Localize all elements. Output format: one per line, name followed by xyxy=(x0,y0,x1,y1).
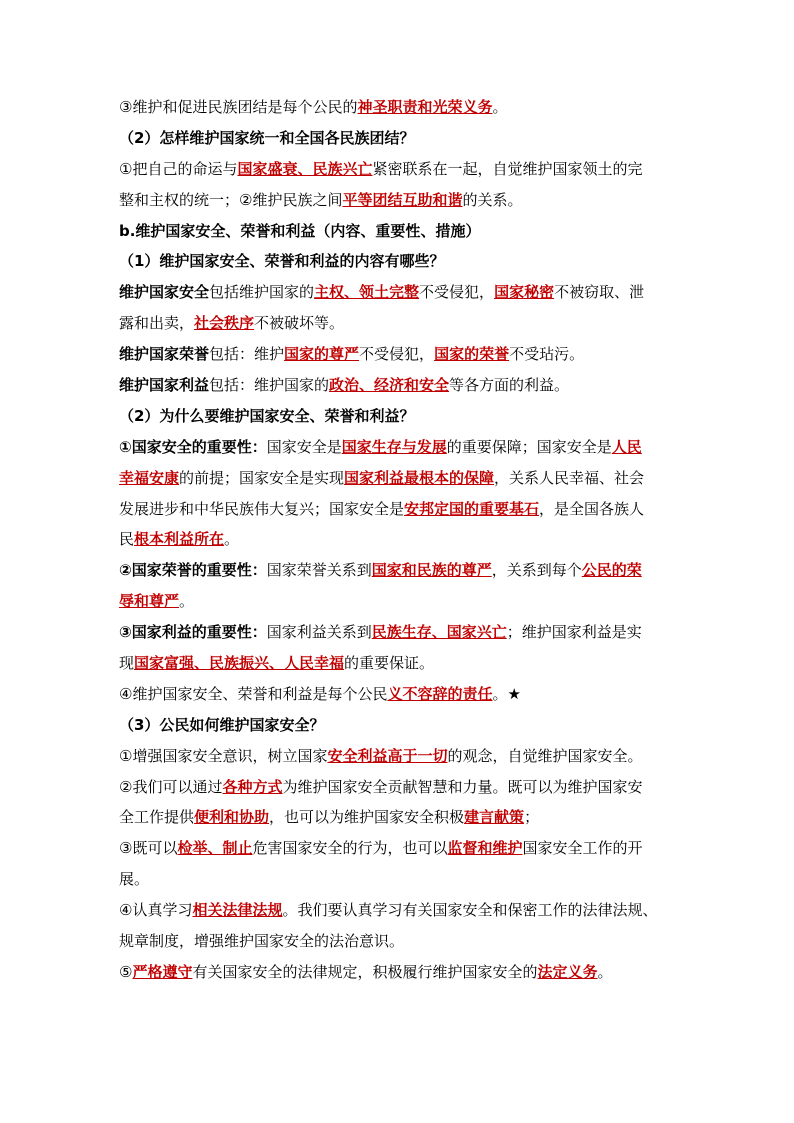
body-text: 有关国家安全的法律规定，积极履行维护国家安全的 xyxy=(192,962,538,981)
bold-heading-text: ②国家荣誉的重要性： xyxy=(119,561,267,580)
text-line xyxy=(119,123,679,154)
body-text: 国家安全是 xyxy=(266,437,342,456)
key-phrase: 便利和协助 xyxy=(194,808,270,827)
text-line xyxy=(119,895,679,926)
key-phrase: 根本利益所在 xyxy=(134,530,225,549)
body-text: 国家利益关系到 xyxy=(266,623,372,642)
text-line xyxy=(119,555,679,586)
body-text: 展。 xyxy=(119,870,150,889)
body-text: ①把自己的命运与 xyxy=(119,159,238,178)
text-line xyxy=(119,741,679,772)
text-line xyxy=(119,432,679,463)
key-phrase: 国家盛衰、民族兴亡 xyxy=(237,159,373,178)
body-text: 规章制度，增强维护国家安全的法治意识。 xyxy=(119,932,405,951)
text-line xyxy=(119,92,679,123)
body-text: 发展进步和中华民族伟大复兴；国家安全是 xyxy=(119,499,405,518)
body-text: 不被窃取、泄 xyxy=(554,283,645,302)
body-text: 。 xyxy=(492,684,508,703)
body-text: ④认真学习 xyxy=(119,901,193,920)
text-line xyxy=(119,710,679,741)
key-phrase: 检举、制止 xyxy=(177,839,253,858)
body-text: ⑤ xyxy=(119,962,133,981)
body-text: 整和主权的统一；②维护民族之间 xyxy=(119,190,343,209)
key-phrase: 国家秘密 xyxy=(494,283,555,302)
key-phrase: 人民 xyxy=(611,437,642,456)
text-line xyxy=(119,926,679,957)
text-line xyxy=(119,308,679,339)
text-line xyxy=(119,648,679,679)
key-phrase: 国家和民族的尊严 xyxy=(371,561,492,580)
body-text: 不受侵犯， xyxy=(419,283,495,302)
body-text: ，也可以为维护国家安全积极 xyxy=(269,808,465,827)
key-phrase: 建言献策 xyxy=(464,808,525,827)
text-line xyxy=(119,494,679,525)
key-phrase: 政治、经济和安全 xyxy=(329,376,450,395)
body-text: 的关系。 xyxy=(462,190,523,209)
bold-heading-text: 维护国家安全 xyxy=(119,283,210,302)
body-text: 危害国家安全的行为，也可以 xyxy=(252,839,448,858)
text-line xyxy=(119,833,679,864)
text-line xyxy=(119,154,679,185)
bold-heading-text: b.维护国家安全、荣誉和利益（内容、重要性、措施） xyxy=(119,221,481,240)
body-text: 露和出卖， xyxy=(119,314,195,333)
body-text: ，关系到每个 xyxy=(491,561,582,580)
body-text: 。 xyxy=(597,962,613,981)
text-line xyxy=(119,864,679,895)
key-phrase: 国家生存与发展 xyxy=(341,437,447,456)
text-line xyxy=(119,463,679,494)
key-phrase: 国家富强、民族振兴、人民幸福 xyxy=(134,654,345,673)
text-line xyxy=(119,617,679,648)
body-text: 的前提；国家安全是实现 xyxy=(179,468,345,487)
body-text: 的重要保证。 xyxy=(344,654,435,673)
document-body xyxy=(119,92,679,988)
body-text: 的重要保障；国家安全是 xyxy=(446,437,612,456)
bold-heading-text: （3）公民如何维护国家安全？ xyxy=(119,715,325,734)
body-text: 不受侵犯， xyxy=(359,345,435,364)
text-line xyxy=(119,957,679,988)
body-text: 国家荣誉关系到 xyxy=(266,561,372,580)
body-text: ，关系人民幸福、社会 xyxy=(494,468,645,487)
body-text: ④维护国家安全、荣誉和利益是每个公民 xyxy=(119,684,388,703)
text-line xyxy=(119,185,679,216)
star-icon: ★ xyxy=(507,684,521,703)
body-text: 。我们要认真学习有关国家安全和保密工作的法律法规、 xyxy=(282,901,658,920)
text-line xyxy=(119,370,679,401)
text-line xyxy=(119,277,679,308)
bold-heading-text: ①国家安全的重要性： xyxy=(119,437,267,456)
text-line xyxy=(119,524,679,555)
key-phrase: 监督和维护 xyxy=(447,839,523,858)
key-phrase: 主权、领土完整 xyxy=(314,283,420,302)
key-phrase: 幸福安康 xyxy=(119,468,180,487)
body-text: 的观念，自觉维护国家安全。 xyxy=(447,746,643,765)
body-text: ，是全国各族人 xyxy=(539,499,645,518)
body-text: 包括维护国家的 xyxy=(209,283,315,302)
body-text: ②我们可以通过 xyxy=(119,777,223,796)
body-text: 等各方面的利益。 xyxy=(449,376,570,395)
body-text: 现 xyxy=(119,654,135,673)
text-line xyxy=(119,772,679,803)
body-text: 不受玷污。 xyxy=(509,345,585,364)
body-text: ③既可以 xyxy=(119,839,178,858)
bold-heading-text: （2）怎样维护国家统一和全国各民族团结？ xyxy=(119,128,415,147)
body-text: 包括：维护国家的 xyxy=(209,376,330,395)
key-phrase: 各种方式 xyxy=(222,777,283,796)
key-phrase: 安全利益高于一切 xyxy=(327,746,448,765)
body-text: ①增强国家安全意识，树立国家 xyxy=(119,746,328,765)
body-text: 全工作提供 xyxy=(119,808,195,827)
key-phrase: 义不容辞的责任 xyxy=(387,684,493,703)
key-phrase: 国家的荣誉 xyxy=(434,345,510,364)
text-line xyxy=(119,586,679,617)
key-phrase: 公民的荣 xyxy=(581,561,642,580)
body-text: 。 xyxy=(224,530,240,549)
key-phrase: 平等团结互助和谐 xyxy=(342,190,463,209)
body-text: ； xyxy=(524,808,540,827)
body-text: 民 xyxy=(119,530,135,549)
text-line xyxy=(119,216,679,247)
text-line xyxy=(119,401,679,432)
key-phrase: 神圣职责和光荣义务 xyxy=(357,98,493,116)
body-text: 紧密联系在一起，自觉维护国家领土的完 xyxy=(372,159,643,178)
body-text: 包括：维护 xyxy=(209,345,285,364)
text-line xyxy=(119,802,679,833)
bold-heading-text: （1）维护国家安全、荣誉和利益的内容有哪些？ xyxy=(119,252,445,271)
bold-heading-text: （2）为什么要维护国家安全、荣誉和利益？ xyxy=(119,406,415,425)
body-text: 为维护国家安全贡献智慧和力量。既可以为维护国家安 xyxy=(282,777,643,796)
key-phrase: 民族生存、国家兴亡 xyxy=(371,623,507,642)
bold-heading-text: 维护国家荣誉 xyxy=(119,345,210,364)
body-text: 不被破坏等。 xyxy=(254,314,345,333)
body-text: 国家安全工作的开 xyxy=(522,839,643,858)
key-phrase: 法定义务 xyxy=(537,962,598,981)
body-text: 。 xyxy=(179,592,195,611)
key-phrase: 社会秩序 xyxy=(194,314,255,333)
key-phrase: 辱和尊严 xyxy=(119,592,180,611)
body-text: 。 xyxy=(492,98,508,116)
text-line xyxy=(119,246,679,277)
key-phrase: 国家的尊严 xyxy=(284,345,360,364)
body-text: ；维护国家利益是实 xyxy=(506,623,642,642)
key-phrase: 国家利益最根本的保障 xyxy=(344,468,495,487)
bold-heading-text: 维护国家利益 xyxy=(119,376,210,395)
key-phrase: 严格遵守 xyxy=(132,962,193,981)
text-line xyxy=(119,339,679,370)
body-text: ③维护和促进民族团结是每个公民的 xyxy=(119,98,358,116)
key-phrase: 安邦定国的重要基石 xyxy=(404,499,540,518)
bold-heading-text: ③国家利益的重要性： xyxy=(119,623,267,642)
key-phrase: 相关法律法规 xyxy=(192,901,283,920)
text-line xyxy=(119,679,679,710)
